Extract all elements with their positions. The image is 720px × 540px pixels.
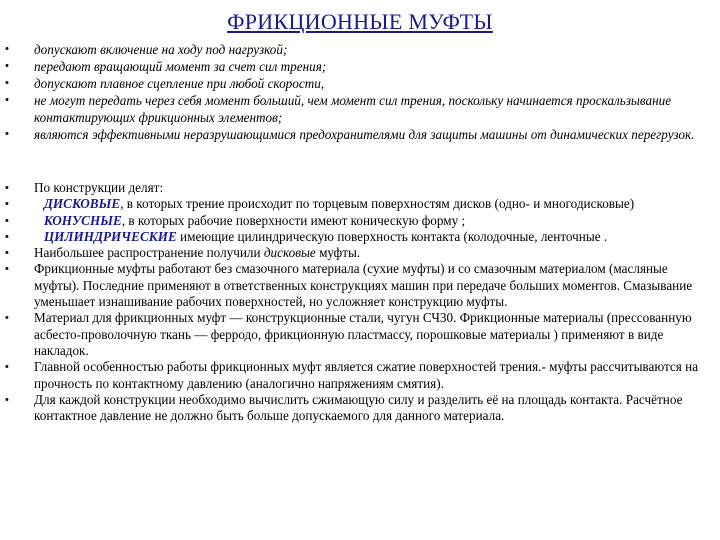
bullet-icon: • bbox=[5, 43, 9, 55]
type-term-cylinder: ЦИЛИНДРИЧЕСКИЕ bbox=[43, 228, 177, 244]
bullet-icon: • bbox=[5, 198, 9, 211]
construction-list bbox=[5, 180, 712, 424]
bullet-icon: • bbox=[5, 182, 9, 194]
bullet-icon: • bbox=[5, 77, 9, 89]
list-item bbox=[5, 58, 712, 75]
list-item bbox=[5, 391, 712, 425]
list-item bbox=[5, 310, 712, 359]
bullet-icon: • bbox=[5, 214, 9, 227]
type-term-disc: ДИСКОВЫЕ bbox=[43, 196, 121, 212]
bullet-icon: • bbox=[5, 128, 9, 140]
list-item bbox=[5, 228, 712, 245]
list-item bbox=[5, 261, 712, 310]
list-item-text: , в которых рабочие поверхности имеют коническую форму ; bbox=[121, 212, 466, 228]
type-term-cone: КОНУСНЫЕ bbox=[43, 212, 122, 228]
list-item-text: Главной особенностью работы фрикционных муфт является сжатие поверхностей трения.- муфты рассчитываются на прочность по контактному давлению (аналогично напряжениям смятия). bbox=[34, 359, 699, 391]
list-item bbox=[5, 212, 712, 229]
list-item bbox=[5, 359, 712, 392]
list-item-text: Наибольшее распространение получили bbox=[34, 245, 264, 261]
list-item bbox=[5, 41, 712, 58]
list-item-text: передают вращающий момент за счет сил трения; bbox=[34, 59, 327, 74]
list-item bbox=[5, 92, 712, 126]
bullet-icon: • bbox=[5, 94, 9, 106]
list-item bbox=[5, 245, 712, 261]
bullet-icon: • bbox=[5, 247, 9, 260]
list-item-text: По конструкции делят: bbox=[34, 180, 164, 195]
list-item-text: не могут передать через себя момент больший, чем момент сил трения, поскольку начинается проскальзывание контактирующих фрикционных элементов; bbox=[34, 93, 672, 125]
list-item-text: , в которых трение происходит по торцевым поверхностям дисков (одно- и многодисковые) bbox=[120, 196, 635, 212]
bullet-icon: • bbox=[5, 263, 9, 276]
bullet-icon: • bbox=[5, 60, 9, 72]
properties-list bbox=[5, 41, 712, 143]
slide-title: ФРИКЦИОННЫЕ МУФТЫ bbox=[227, 9, 493, 34]
emphasis-text: дисковые bbox=[263, 245, 316, 261]
bullet-icon: • bbox=[5, 230, 9, 243]
list-item-text: Материал для фрикционных муфт — конструкционные стали, чугун СЧ30. Фрикционные материалы (прессованную асбесто-проволочную ткань — ферродо, фрикционную пластмассу, порошковые материалы ) применяют в виде накладок. bbox=[34, 310, 692, 358]
list-item-text: имеющие цилиндрическую поверхность контакта (колодочные, ленточные . bbox=[176, 228, 608, 244]
list-item-text: допускают включение на ходу под нагрузкой; bbox=[34, 42, 288, 57]
list-item bbox=[5, 196, 712, 212]
list-item-text: Для каждой конструкции необходимо вычислить сжимающую силу и разделить её на площадь контакта. Расчётное контактное давление не должно быть больше допускаемого для данного материала. bbox=[34, 391, 683, 424]
list-item-text: муфты. bbox=[315, 245, 361, 261]
bullet-icon: • bbox=[5, 393, 9, 406]
list-item-text: являются эффективными неразрушающимися предохранителями для защиты машины от динамических перегрузок. bbox=[34, 127, 695, 142]
bullet-icon: • bbox=[5, 312, 9, 325]
list-item-text: допускают плавное сцепление при любой скорости, bbox=[34, 76, 325, 91]
list-item bbox=[5, 126, 712, 143]
list-item bbox=[5, 75, 712, 92]
bullet-icon: • bbox=[5, 361, 9, 374]
list-item-text: Фрикционные муфты работают без смазочного материала (сухие муфты) и со смазочным материалом (масляные муфты). Последние применяют в ответственных конструкциях машин при передаче больших моментов. Смазывание уменьшает изнашивание рабочих поверхностей, но усложняет конструкцию муфты. bbox=[34, 261, 693, 310]
list-item bbox=[5, 180, 712, 196]
